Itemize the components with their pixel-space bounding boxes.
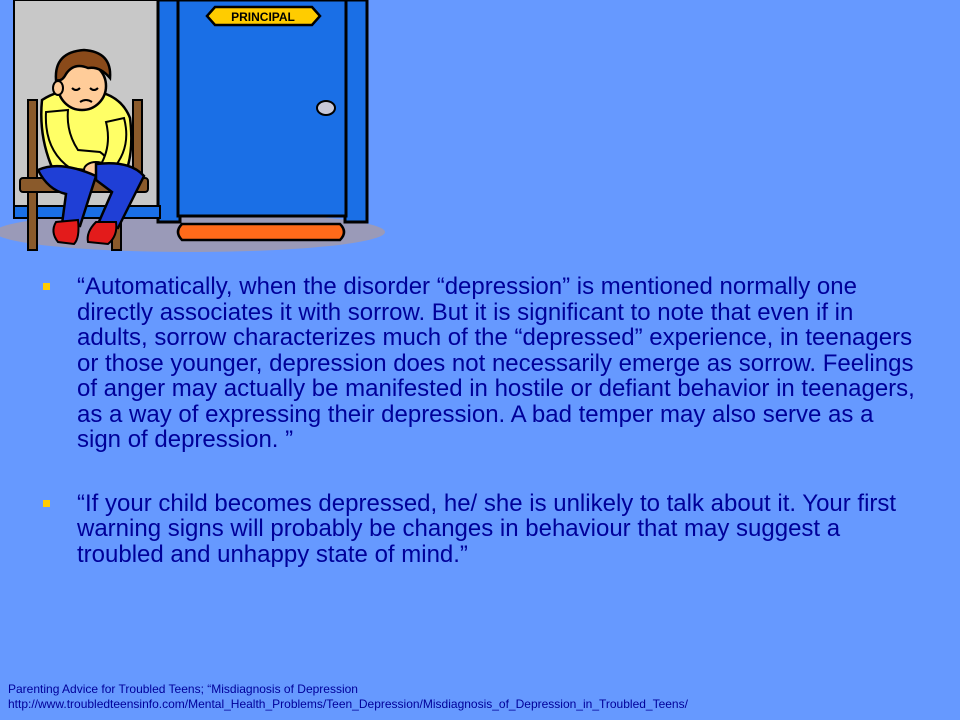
- boy-outside-principal-office-clipart: [0, 0, 390, 262]
- doormat: [178, 224, 344, 240]
- quote-list: [40, 274, 920, 605]
- principal-sign-label: PRINCIPAL: [231, 10, 295, 24]
- bullet-square-icon: [43, 283, 50, 290]
- door-frame-right: [345, 0, 367, 222]
- boy-shoe-right: [88, 222, 117, 244]
- quote-text: “Automatically, when the disorder “depression” is mentioned normally one directly associates it with sorrow. But it is significant to note that even if in adults, sorrow characterizes much of the “depressed” experience, in teenagers or those younger, depression does not necessarily emerge as sorrow. Feelings of anger may actually be manifested in hostile or defiant behavior in teenagers, as a way of expressing their depression. A bad temper may also serve as a sign of depression. ”: [77, 273, 915, 453]
- source-citation: [8, 682, 688, 712]
- chair-back-left: [28, 100, 37, 250]
- quote-text: “If your child becomes depressed, he/ she is unlikely to talk about it. Your first warning signs will probably be changes in behaviour that may suggest a troubled and unhappy state of mind.”: [77, 489, 897, 568]
- bullet-square-icon: [43, 500, 50, 507]
- door-knob: [317, 101, 335, 115]
- quote-item: [40, 491, 920, 568]
- source-url[interactable]: http://www.troubledteensinfo.com/Mental_Health_Problems/Teen_Depression/Misdiagnosis_of_Depression_in_Troubled_Teens/: [8, 697, 688, 711]
- boy-shoe-left: [53, 220, 78, 244]
- source-title: Parenting Advice for Troubled Teens; “Misdiagnosis of Depression: [8, 682, 358, 696]
- quote-item: [40, 274, 920, 453]
